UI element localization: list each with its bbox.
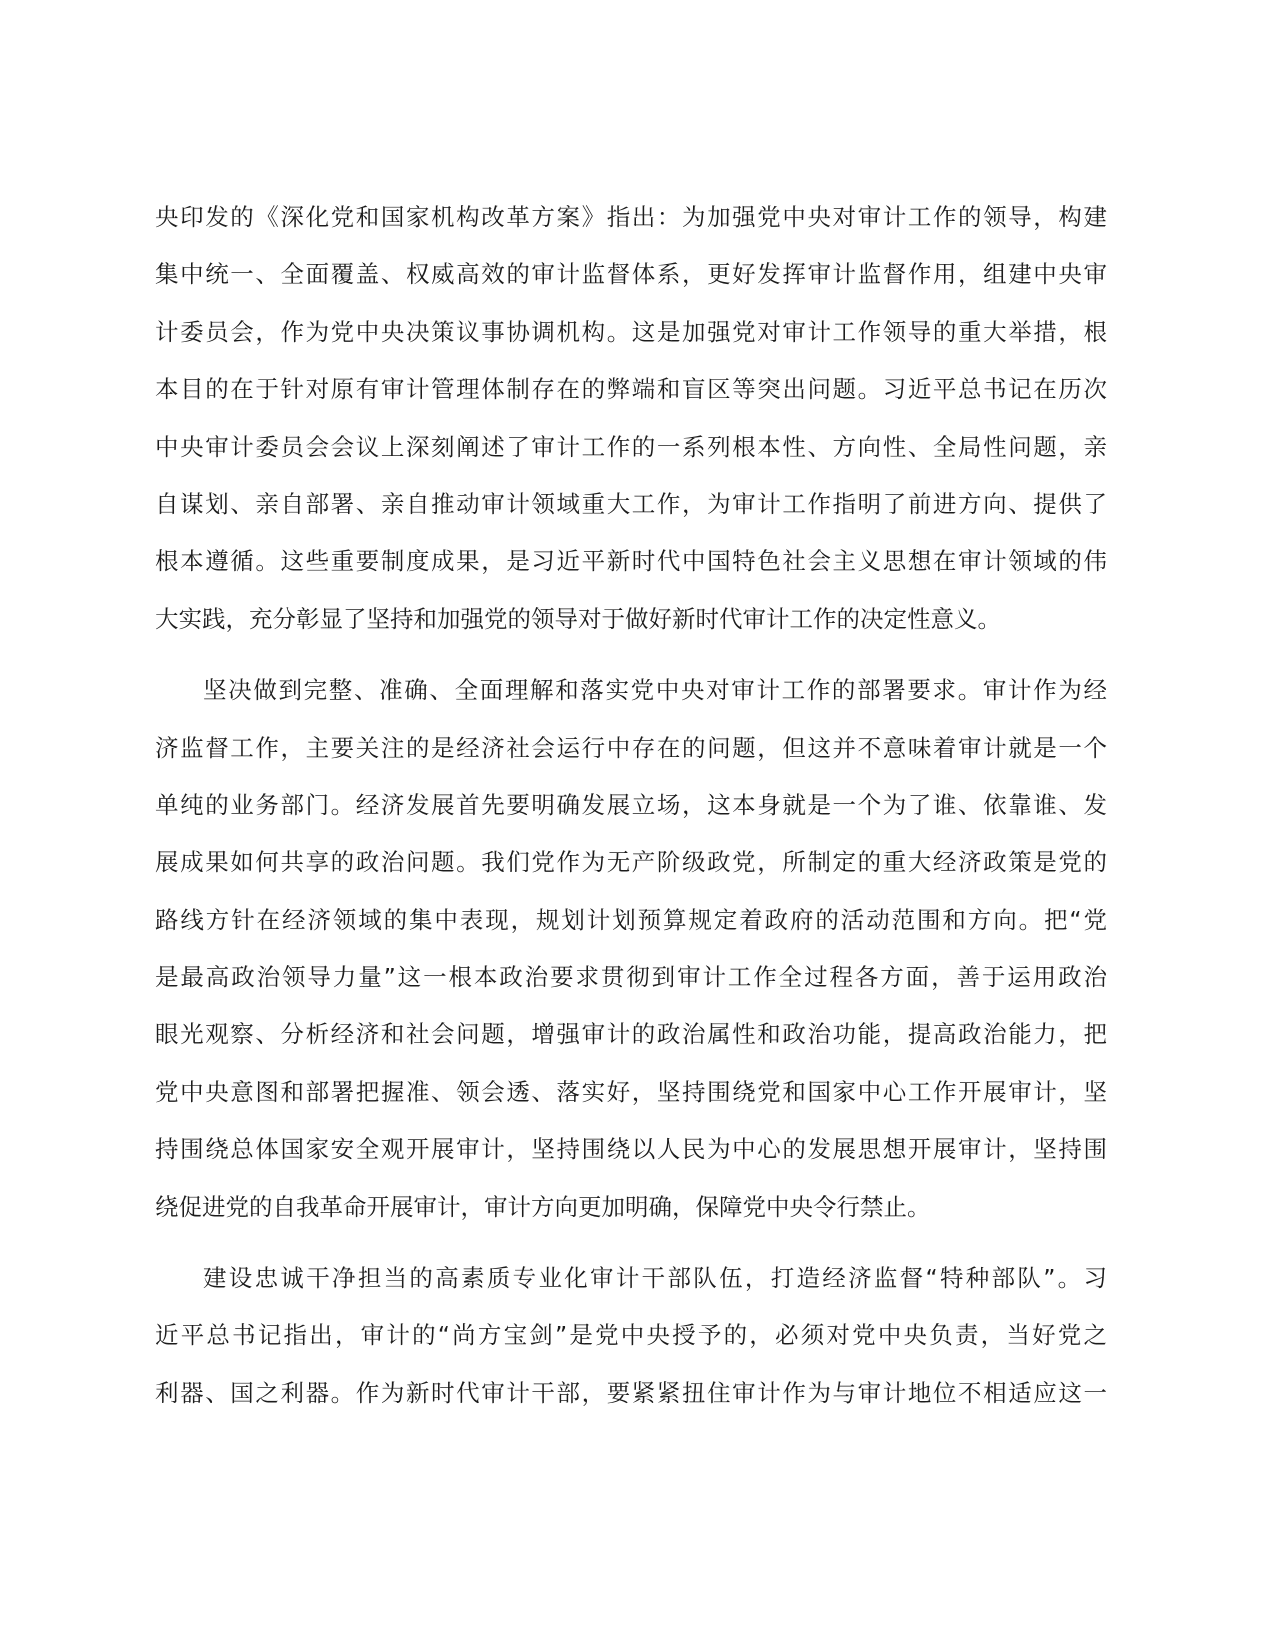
- text-line: 大实践，充分彰显了坚持和加强党的领导对于做好新时代审计工作的决定性意义。: [155, 604, 1001, 633]
- text-line: 近平总书记指出，审计的“尚方宝剑”是党中央授予的，必须对党中央负责，当好党之: [155, 1321, 1107, 1350]
- text-line: 路线方针在经济领域的集中表现，规划计划预算规定着政府的活动范围和方向。把“党: [155, 905, 1107, 934]
- text-line: 央印发的《深化党和国家机构改革方案》指出：为加强党中央对审计工作的领导，构建: [155, 203, 1107, 231]
- text-line: 建设忠诚干净担当的高素质专业化审计干部队伍，打造经济监督“特种部队”。习: [203, 1264, 1107, 1293]
- text-line: 坚决做到完整、准确、全面理解和落实党中央对审计工作的部署要求。审计作为经: [203, 676, 1107, 705]
- paragraph-spacing: [155, 1236, 1107, 1250]
- text-line: 计委员会，作为党中央决策议事协调机构。这是加强党对审计工作领导的重大举措，根: [155, 317, 1107, 346]
- text-line: 本目的在于针对原有审计管理体制存在的弊端和盲区等突出问题。习近平总书记在历次: [155, 375, 1107, 404]
- text-line: 济监督工作，主要关注的是经济社会运行中存在的问题，但这并不意味着审计就是一个: [155, 733, 1107, 762]
- text-line: 眼光观察、分析经济和社会问题，增强审计的政治属性和政治功能，提高政治能力，把: [155, 1020, 1107, 1049]
- paragraph-spacing: [155, 648, 1107, 662]
- paragraph-1: [155, 189, 1107, 648]
- paragraph-2: [155, 662, 1107, 1236]
- document-body: [155, 189, 1107, 1422]
- text-line: 根本遵循。这些重要制度成果，是习近平新时代中国特色社会主义思想在审计领域的伟: [155, 547, 1107, 576]
- text-line: 持围绕总体国家安全观开展审计，坚持围绕以人民为中心的发展思想开展审计，坚持围: [155, 1135, 1107, 1164]
- paragraph-3: [155, 1250, 1107, 1422]
- text-line: 中央审计委员会会议上深刻阐述了审计工作的一系列根本性、方向性、全局性问题，亲: [155, 432, 1107, 461]
- text-line: 展成果如何共享的政治问题。我们党作为无产阶级政党，所制定的重大经济政策是党的: [155, 848, 1107, 877]
- text-line: 利器、国之利器。作为新时代审计干部，要紧紧扭住审计作为与审计地位不相适应这一: [155, 1378, 1107, 1407]
- text-line: 自谋划、亲自部署、亲自推动审计领域重大工作，为审计工作指明了前进方向、提供了: [155, 489, 1107, 518]
- text-line: 绕促进党的自我革命开展审计，审计方向更加明确，保障党中央令行禁止。: [155, 1192, 931, 1221]
- text-line: 是最高政治领导力量”这一根本政治要求贯彻到审计工作全过程各方面，善于运用政治: [155, 963, 1107, 992]
- text-line: 党中央意图和部署把握准、领会透、落实好，坚持围绕党和国家中心工作开展审计，坚: [155, 1077, 1107, 1106]
- text-line: 单纯的业务部门。经济发展首先要明确发展立场，这本身就是一个为了谁、依靠谁、发: [155, 790, 1107, 819]
- text-line: 集中统一、全面覆盖、权威高效的审计监督体系，更好发挥审计监督作用，组建中央审: [155, 260, 1107, 289]
